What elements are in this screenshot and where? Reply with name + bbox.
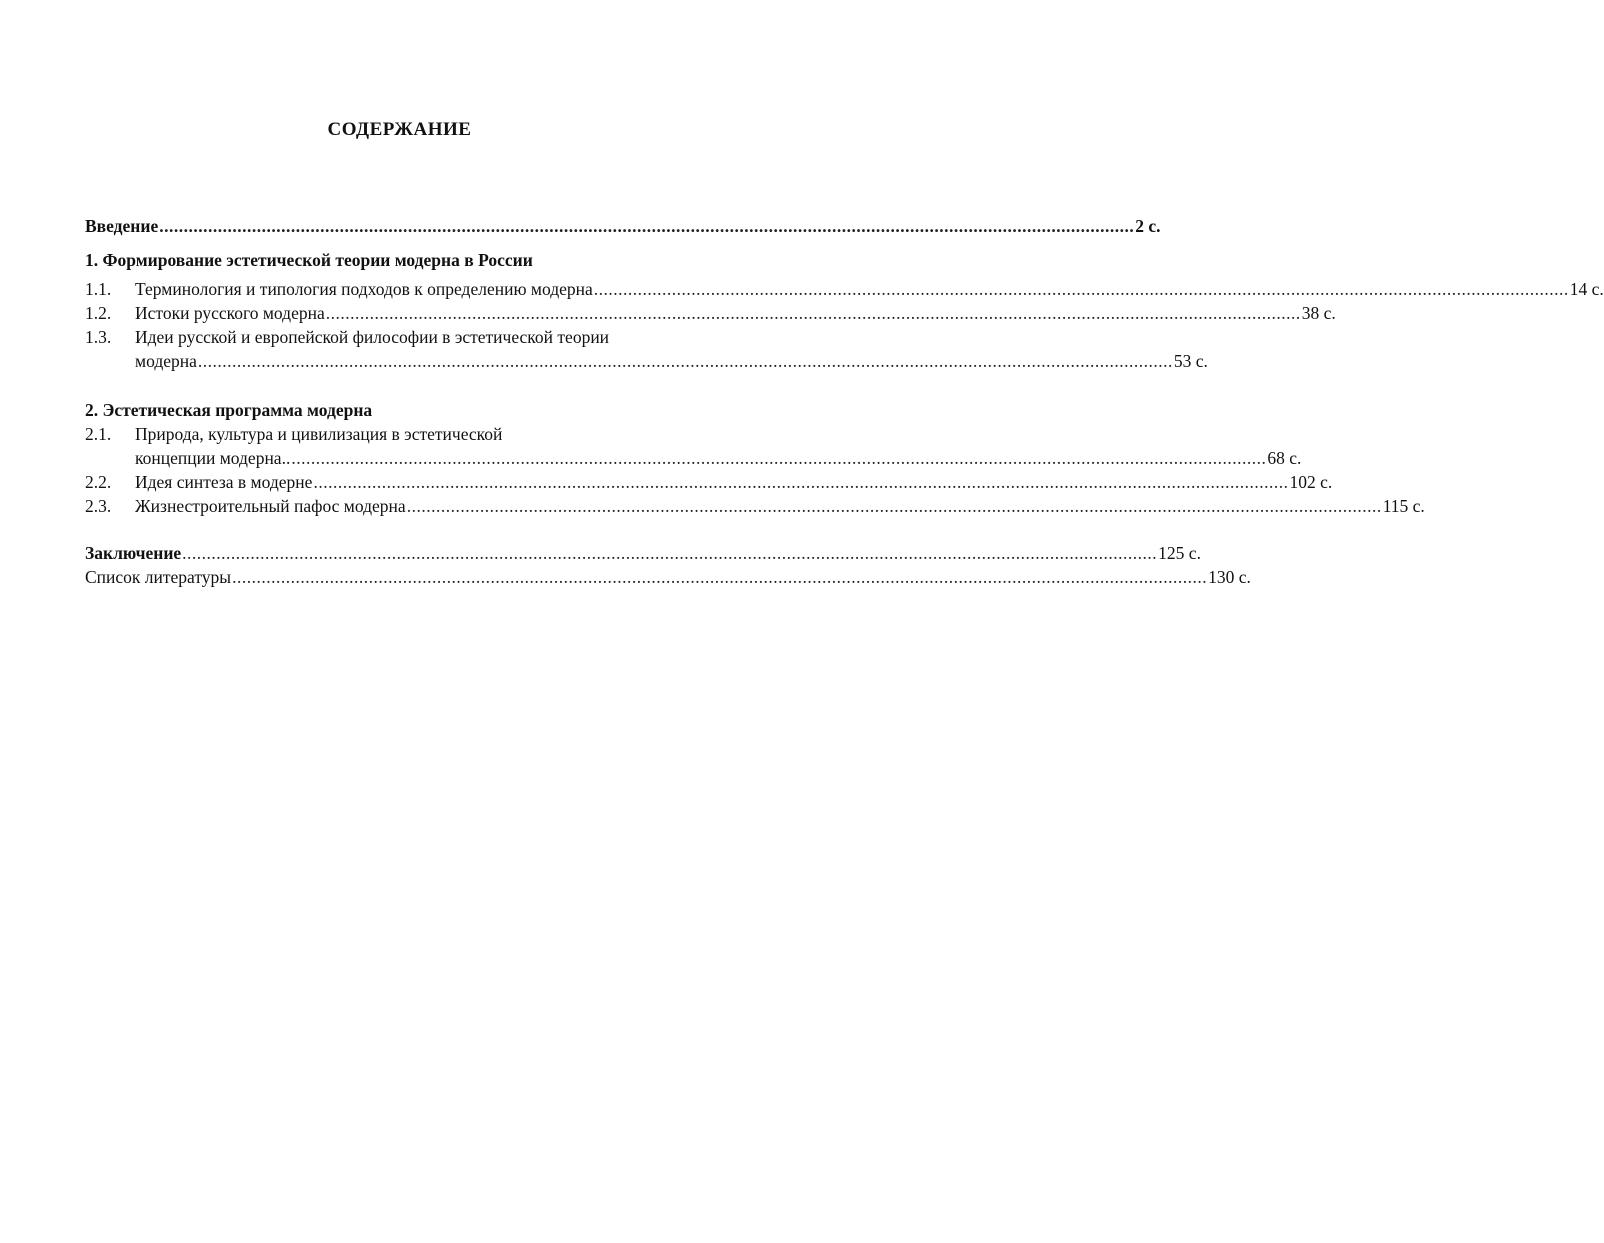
toc-page-number: 102 с. bbox=[1289, 472, 1333, 492]
toc-page-number: 2 с. bbox=[1135, 216, 1161, 236]
toc-page-number: 68 с. bbox=[1267, 448, 1302, 468]
dot-leader: ........................................................................................................................................................................................................ bbox=[159, 216, 1135, 236]
chapter-heading-text: 1. Формирование эстетической теории модерна в России bbox=[85, 250, 533, 270]
toc-page-number: 115 с. bbox=[1382, 496, 1425, 516]
section-number: 2.3. bbox=[85, 496, 112, 516]
section-number: 2.2. bbox=[85, 472, 112, 492]
section-number: 1.2. bbox=[85, 303, 112, 323]
toc-page-number: 130 с. bbox=[1208, 567, 1251, 587]
toc-page-number: 125 с. bbox=[1158, 543, 1201, 563]
toc-entry-1-2[interactable] bbox=[85, 301, 1336, 325]
toc-entry-1-1[interactable] bbox=[85, 277, 1604, 301]
page-title: СОДЕРЖАНИЕ bbox=[327, 119, 472, 140]
toc-label: Жизнестроительный пафос модерна bbox=[135, 496, 406, 516]
toc-label-continuation: модерна bbox=[135, 351, 197, 371]
section-number: 1.1. bbox=[85, 279, 112, 299]
dot-leader: ........................................................................................................................................................................................................ bbox=[291, 448, 1267, 468]
dot-leader: ........................................................................................................................................................................................................ bbox=[593, 279, 1569, 299]
dot-leader: ........................................................................................................................................................................................................ bbox=[325, 303, 1301, 323]
toc-entry-2-1-continuation[interactable] bbox=[135, 446, 1302, 470]
toc-entry-bibliography[interactable] bbox=[85, 565, 1251, 589]
dot-leader: ........................................................................................................................................................................................................ bbox=[197, 351, 1173, 371]
chapter-heading-text: 2. Эстетическая программа модерна bbox=[85, 400, 373, 420]
toc-entry-2-1[interactable] bbox=[85, 422, 733, 446]
section-number: 2.1. bbox=[85, 424, 112, 444]
toc-label-continuation: концепции модерна.. bbox=[135, 448, 291, 468]
toc-page-number: 53 с. bbox=[1173, 351, 1208, 371]
chapter-heading-1 bbox=[85, 248, 735, 272]
toc-page-number: 38 с. bbox=[1301, 303, 1336, 323]
toc-entry-2-2[interactable] bbox=[85, 470, 1333, 494]
toc-label: Природа, культура и цивилизация в эстетической bbox=[135, 424, 503, 444]
section-number: 1.3. bbox=[85, 327, 112, 347]
dot-leader: ........................................................................................................................................................................................................ bbox=[232, 567, 1208, 587]
toc-entry-conclusion[interactable] bbox=[85, 541, 1201, 565]
toc-label: Список литературы bbox=[85, 567, 232, 587]
toc-entry-1-3[interactable] bbox=[85, 325, 733, 349]
toc-label: Введение bbox=[85, 216, 159, 236]
toc-label: Истоки русского модерна bbox=[135, 303, 325, 323]
toc-label: Идея синтеза в модерне bbox=[135, 472, 313, 492]
toc-label: Идеи русской и европейской философии в эстетической теории bbox=[135, 327, 610, 347]
toc-entry-2-3[interactable] bbox=[85, 494, 1425, 518]
toc-label: Терминология и типология подходов к определению модерна bbox=[135, 279, 593, 299]
dot-leader: ........................................................................................................................................................................................................ bbox=[313, 472, 1289, 492]
dot-leader: ........................................................................................................................................................................................................ bbox=[182, 543, 1158, 563]
toc-entry-1-3-continuation[interactable] bbox=[135, 349, 1208, 373]
chapter-heading-2 bbox=[85, 398, 735, 422]
toc-entry-intro[interactable] bbox=[85, 214, 1161, 238]
toc-page-number: 14 с. bbox=[1569, 279, 1604, 299]
toc-label: Заключение bbox=[85, 543, 182, 563]
dot-leader: ........................................................................................................................................................................................................ bbox=[406, 496, 1382, 516]
